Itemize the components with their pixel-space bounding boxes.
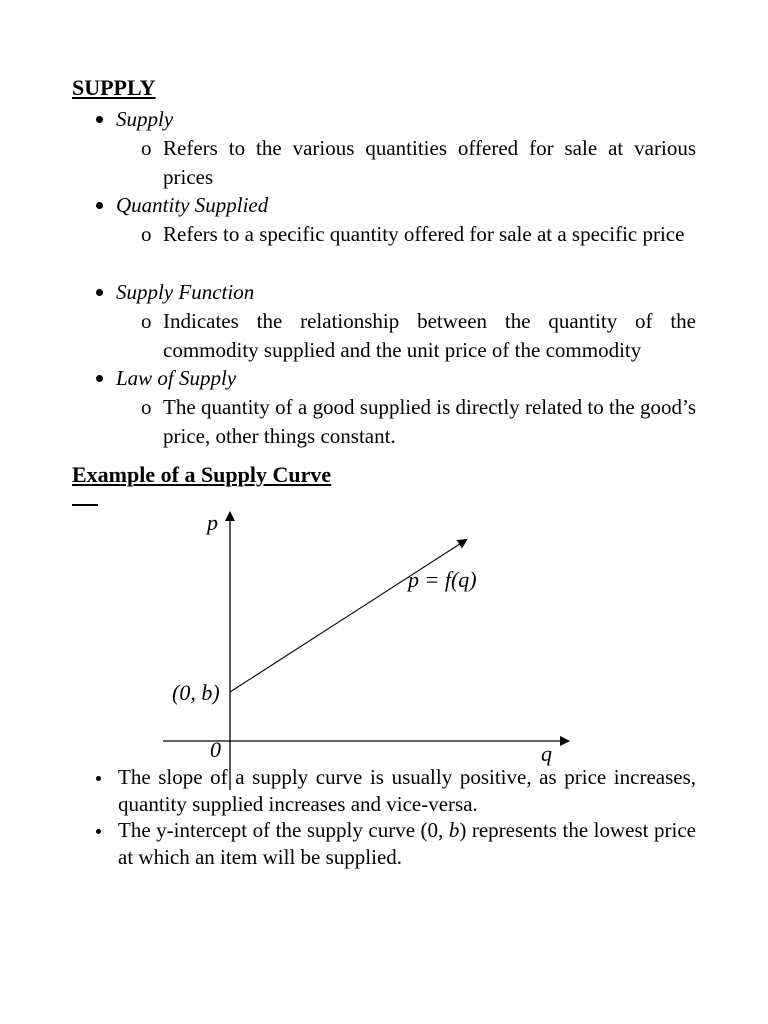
note-item: The slope of a supply curve is usually positive, as price increases, quantity supplied increases and vice-versa. [94,764,696,817]
definition-term-supply-function: Supply Function [96,278,254,306]
definition-description-quantity-supplied: o Refers to a specific quantity offered for sale at a specific price [141,220,696,249]
hollow-bullet-icon: o [141,222,152,246]
definition-description-supply: o Refers to the various quantities offered for sale at various prices [141,136,696,189]
bullet-dot-icon [96,776,101,781]
curve-label: p = f(q) [408,567,477,592]
section-title: SUPPLY [72,75,156,100]
definition-term-supply: Supply [96,105,173,133]
definition-term-law-of-supply: Law of Supply [96,364,236,392]
definition-description-law-of-supply: o The quantity of a good supplied is directly related to the good’s price, other things constant. [141,395,696,448]
supply-curve-line [230,540,466,692]
y-axis-label: p [207,510,218,535]
hollow-bullet-icon: o [141,395,152,419]
bullet-dot-icon [96,829,101,834]
x-axis-label: q [541,741,552,766]
example-title: Example of a Supply Curve [72,462,332,487]
notes-list [94,764,696,870]
hollow-bullet-icon: o [141,309,152,333]
origin-label: 0 [210,737,221,762]
definition-term-quantity-supplied: Quantity Supplied [96,191,268,219]
definition-description-supply-function: o Indicates the relationship between the quantity of the commodity supplied and the unit price of the commodity [141,309,696,362]
intercept-label: (0, b) [172,680,220,705]
hollow-bullet-icon: o [141,136,152,160]
note-item: The y-intercept of the supply curve (0, b) represents the lowest price at which an item will be supplied. [94,817,696,870]
